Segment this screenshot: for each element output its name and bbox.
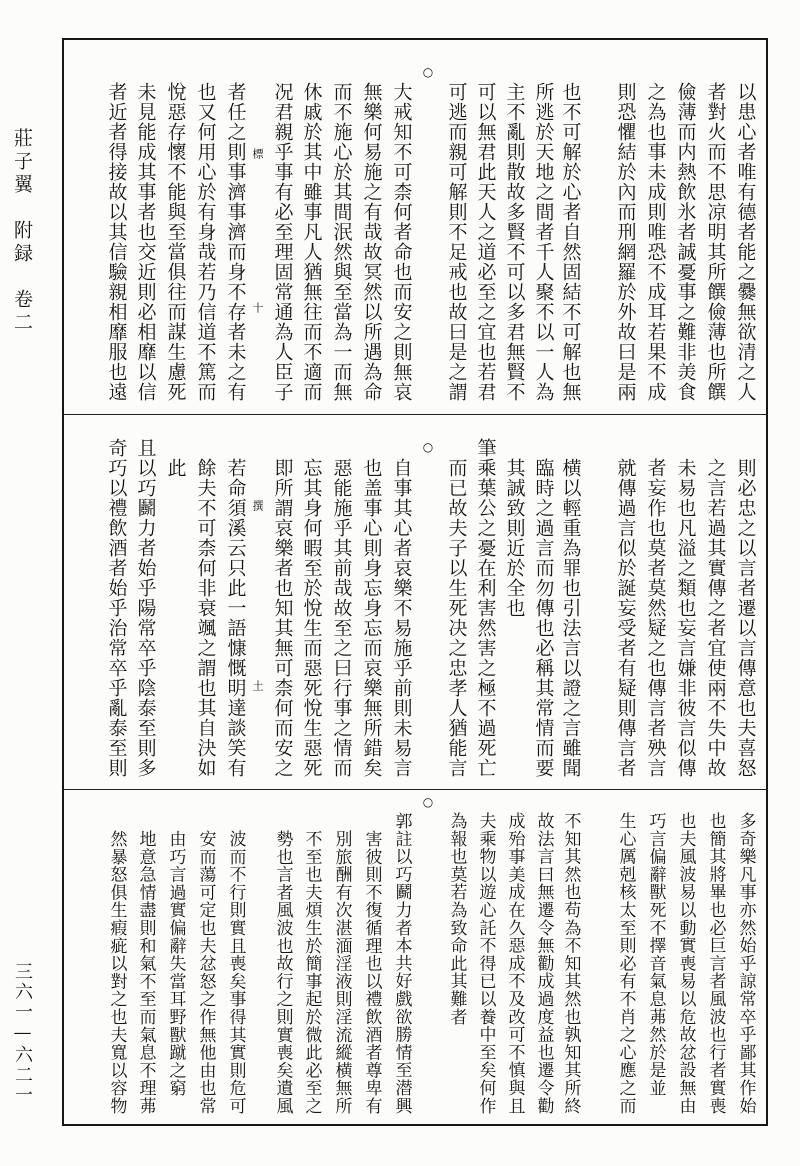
text-column: 悅惡存懷不能與至當俱往而謀生慮死 xyxy=(164,82,187,402)
text-column: 以患心者唯有德者能之爨無欲清之人 xyxy=(734,82,757,402)
text-column: 不知其然也苟為不知其然也孰知其所終 xyxy=(560,812,581,1115)
margin-note: 撰 xyxy=(251,500,264,511)
text-column: 忘其身何暇至於悅生而惡死悅生惡死 xyxy=(300,458,323,778)
text-column: 自事其心者哀樂不易施乎前則未易言 xyxy=(390,458,413,778)
text-column: 况君親乎事有必至理固常通為人臣子 xyxy=(271,82,294,402)
text-column: 害彼則不復循理也以禮飲酒者尊卑有 xyxy=(361,830,382,1115)
text-column: 郭註以巧鬬力者本共好戲欲勝情至潜興 xyxy=(391,812,412,1115)
text-column: 而已故夫子以生死决之忠孝人猶能言 xyxy=(445,458,468,778)
text-column: 也盖事心則身忘身忘而哀樂無所錯矣 xyxy=(360,458,383,778)
text-column: 就傳過言似於誕妄受者有疑則傳言者 xyxy=(614,458,637,778)
text-column: 則恐懼結於內而刑網羅於外故曰是兩 xyxy=(614,82,637,402)
text-column: 横以輕重為罪也引法言以證之言雖聞 xyxy=(559,458,582,778)
text-column: 夫乘物以遊心託不得已以養中至矣何作 xyxy=(475,812,496,1115)
margin-note: 土 xyxy=(251,680,264,691)
band-middle xyxy=(62,415,768,790)
text-column: 巧言偏辭獸死不擇音氣息茀然於是並 xyxy=(645,812,666,1097)
text-column: 且以巧鬬力者始乎陽常卒乎陰泰至則多 xyxy=(134,438,157,778)
text-column: 未見能成其事者也交近則必相靡以信 xyxy=(134,82,157,402)
text-column: 主不亂則散故多賢不可以多君無賢不 xyxy=(503,82,526,402)
text-column: 其誠致則近於全也 xyxy=(503,458,526,618)
text-column: 餘夫不可柰何非衰颯之謂也其自決如 xyxy=(194,458,217,778)
text-column: 也又何用心於有身哉若乃信道不篤而 xyxy=(194,82,217,402)
text-column: 而不施心於其間泯然與至當為一而無 xyxy=(330,82,353,402)
text-column: 奇巧以禮飲酒者始乎治常卒乎亂泰至則 xyxy=(105,438,128,778)
text-column: 此 xyxy=(164,458,187,478)
text-column: 成殆事美成在久惡成不及改可不慎與且 xyxy=(504,812,525,1115)
text-column: 為報也莫若為致命此其難者 xyxy=(446,812,467,1026)
text-column: 惡能施乎其前哉故至之曰行事之情而 xyxy=(330,458,353,778)
text-column: 未易也凡溢之類也妄言嫌非彼言似傳 xyxy=(674,458,697,778)
text-column: 也夫風波易以動實喪易以危故忿設無由 xyxy=(675,812,696,1115)
text-column: 者任之則事濟事濟而身不存者未之有 xyxy=(224,82,247,402)
text-column: 臨時之過言而勿傳也必稱其常情而要 xyxy=(532,458,555,778)
text-column: 多奇樂凡事亦然始乎諒常卒乎鄙其作始 xyxy=(735,812,756,1115)
text-column: 勢也言者風波也故行之則實喪矣遺風 xyxy=(272,830,293,1115)
text-column: 即所謂哀樂者也知其無可柰何而安之 xyxy=(271,458,294,778)
margin-page-number: 三六一—六二一 xyxy=(12,962,33,1105)
text-column: 休戚於其中雖事凡人猶無往而不適而 xyxy=(300,82,323,402)
section-marker: ○ xyxy=(422,65,434,79)
text-column: 生心厲剋核太至則必有不肖之心應之而 xyxy=(615,812,636,1115)
text-column: 儉薄而内熱飲氷者誠憂事之難非羙食 xyxy=(674,82,697,402)
margin-book-title: 莊子翼 附録 卷二 xyxy=(11,128,33,335)
text-column: 也不可解於心者自然固結不可解也無 xyxy=(559,82,582,402)
text-column: 若命須溪云只此一語慷慨明達談笑有 xyxy=(224,458,247,778)
text-column: 筆乘葉公之憂在利害然害之極不過死亡 xyxy=(474,438,497,778)
section-marker: ○ xyxy=(422,440,434,454)
text-column: 之言若過其實傳之者宜使兩不失中故 xyxy=(704,458,727,778)
text-column: 可以無君此天人之道必至之宜也若君 xyxy=(474,82,497,402)
text-column: 大戒知不可柰何者命也而安之則無哀 xyxy=(390,82,413,402)
band-top xyxy=(62,38,768,415)
text-column: 者妄作也莫者莫然疑之也傳言者殃言 xyxy=(644,458,667,778)
text-column: 波而不行則實且喪矣事得其實則危可 xyxy=(225,830,246,1115)
margin-note: 十 xyxy=(251,302,264,313)
text-column: 地意急情盡則和氣不至而氣息不理茀 xyxy=(135,830,156,1115)
margin-note: 標 xyxy=(251,148,264,159)
text-column: 不至也夫煩生於簡事起於微此必至之 xyxy=(301,830,322,1115)
text-column: 則必忠之以言者遷以言傳意也夫喜怒 xyxy=(734,458,757,778)
text-column: 也簡其將畢也必巨言者風波也行者實喪 xyxy=(705,812,726,1115)
text-column: 者對火而不思凉明其所饌儉薄也所饌 xyxy=(704,82,727,402)
text-column: 者近者得接故以其信驗親相靡服也遠 xyxy=(105,82,128,402)
text-column: 之為也事未成則唯恐不成耳若果不成 xyxy=(644,82,667,402)
text-column: 安而蕩可定也夫忿怒之作無他由也常 xyxy=(195,830,216,1115)
text-column: 可逃而親可解則不足戒也故曰是之謂 xyxy=(445,82,468,402)
text-column: 別旅酬有次湛湎淫液則淫流縱横無所 xyxy=(331,830,352,1115)
text-column: 所逃於天地之間者千人聚不以一人為 xyxy=(532,82,555,402)
band-bottom xyxy=(62,790,768,1126)
text-column: 由巧言過實偏辭失當耳野獸蹴之窮 xyxy=(165,830,186,1097)
text-column: 無樂何易施之有哉故冥然以所遇為命 xyxy=(360,82,383,402)
text-column: 然暴怒俱生瘕疵以對之也夫寬以容物 xyxy=(106,830,127,1115)
text-column: 故法言曰無遷令無勸成過度益也遷令勸 xyxy=(533,812,554,1115)
section-marker: ○ xyxy=(422,795,434,809)
